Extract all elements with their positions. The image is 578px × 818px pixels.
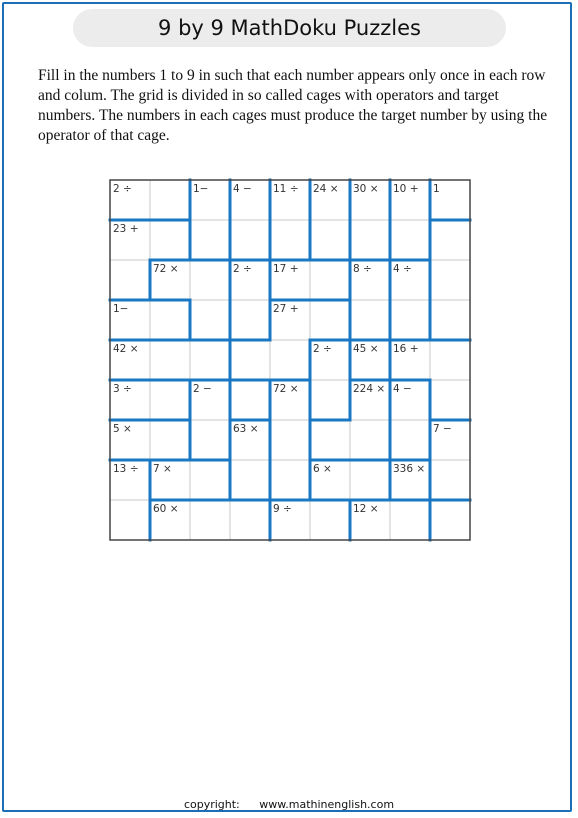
mathdoku-grid: [110, 180, 470, 540]
cage-label: 3 ÷: [113, 383, 132, 395]
cage-label: 1: [433, 183, 440, 195]
page-title: 9 by 9 MathDoku Puzzles: [73, 9, 506, 47]
cage-label: 2 ÷: [113, 183, 132, 195]
cage-label: 11 ÷: [273, 183, 299, 195]
cage-label: 23 +: [113, 223, 139, 235]
cage-label: 336 ×: [393, 463, 426, 475]
cage-label: 2 −: [193, 383, 212, 395]
cage-label: 27 +: [273, 303, 299, 315]
cage-label: 24 ×: [313, 183, 339, 195]
cage-label: 1−: [193, 183, 209, 195]
cage-label: 63 ×: [233, 423, 259, 435]
cage-label: 8 ÷: [353, 263, 372, 275]
cage-label: 16 +: [393, 343, 419, 355]
cage-label: 17 +: [273, 263, 299, 275]
cage-label: 30 ×: [353, 183, 379, 195]
cage-label: 1−: [113, 303, 129, 315]
cage-label: 72 ×: [153, 263, 179, 275]
cage-label: 4 −: [393, 383, 412, 395]
cage-label: 4 −: [233, 183, 252, 195]
cage-label: 7 −: [433, 423, 452, 435]
cage-label: 7 ×: [153, 463, 172, 475]
cage-label: 13 ÷: [113, 463, 139, 475]
cage-label: 4 ÷: [393, 263, 412, 275]
cage-label: 12 ×: [353, 503, 379, 515]
cage-label: 2 ÷: [233, 263, 252, 275]
grid-outer-border: [110, 180, 470, 540]
copyright-label: copyright:: [183, 798, 240, 811]
cage-label: 224 ×: [353, 383, 386, 395]
cage-label: 72 ×: [273, 383, 299, 395]
footer: [0, 798, 578, 811]
cage-label: 60 ×: [153, 503, 179, 515]
cage-label: 2 ÷: [313, 343, 332, 355]
cage-label: 5 ×: [113, 423, 132, 435]
instructions-text: Fill in the numbers 1 to 9 in such that each number appears only once in each row and colum. The grid is divided in so called cages with operators and target numbers. The numbers in each cages must produce the target number by using the operator of that cage.: [38, 67, 548, 144]
cage-label: 6 ×: [313, 463, 332, 475]
cage-label: 10 +: [393, 183, 419, 195]
website-link[interactable]: www.mathinenglish.com: [259, 798, 395, 811]
cage-label: 9 ÷: [273, 503, 292, 515]
grid-lines: [110, 180, 470, 540]
cage-label: 45 ×: [353, 343, 379, 355]
cage-label: 42 ×: [113, 343, 139, 355]
